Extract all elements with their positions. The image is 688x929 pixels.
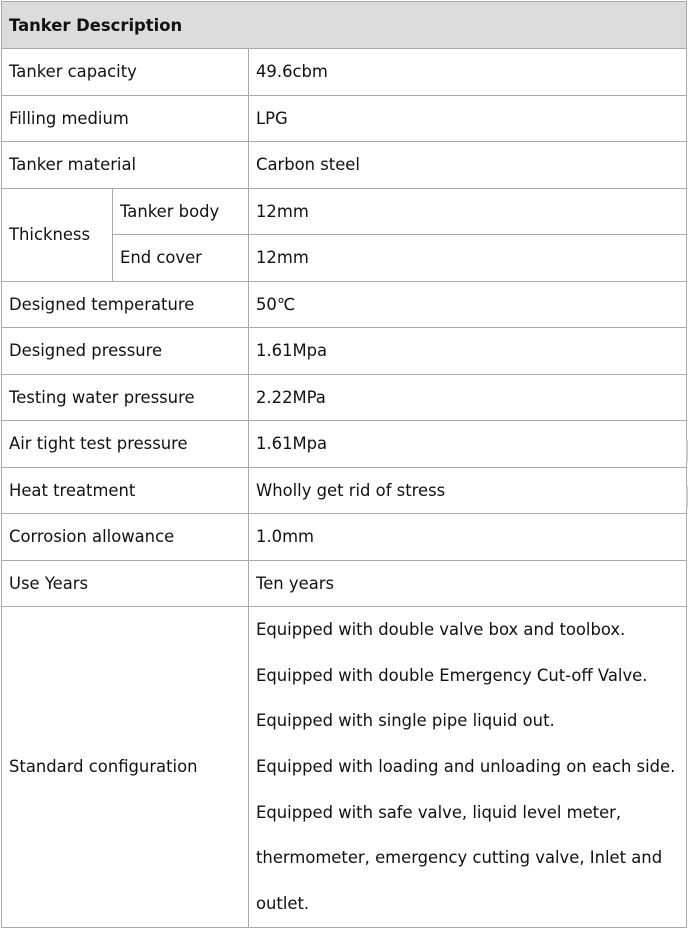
row-value: 12mm [249,235,687,282]
sub-row-label: End cover [113,235,249,282]
table-row [2,95,687,142]
row-value: LPG [249,95,687,142]
row-label: Filling medium [2,95,249,142]
config-line: thermometer, emergency cutting valve, Inlet and [256,848,663,868]
config-line: outlet. [256,894,310,914]
table-row [2,49,687,96]
sub-row-label: Tanker body [113,188,249,235]
row-label: Testing water pressure [2,374,249,421]
row-label: Tanker capacity [2,49,249,96]
config-line: Equipped with double Emergency Cut-off Valve. [256,665,648,685]
table-row [2,560,687,607]
row-value: 1.61Mpa [249,328,687,375]
tanker-spec-table [1,1,687,928]
row-label: Use Years [2,560,249,607]
row-label: Designed pressure [2,328,249,375]
row-value: Ten years [249,560,687,607]
config-line: Equipped with safe valve, liquid level meter, [256,802,622,822]
table-row [2,328,687,375]
row-value: 1.61Mpa [249,421,687,468]
table-row [2,607,687,928]
table-row [2,374,687,421]
standard-configuration-value [249,607,687,928]
row-value: Wholly get rid of stress [249,467,687,514]
row-value: 1.0mm [249,514,687,561]
row-label: Air tight test pressure [2,421,249,468]
table-row [2,467,687,514]
table-row [2,142,687,189]
thickness-label: Thickness [2,188,113,281]
table-row [2,188,687,235]
table-title: Tanker Description [2,2,687,49]
config-line: Equipped with loading and unloading on each side. [256,757,676,777]
row-value: 12mm [249,188,687,235]
table-row [2,421,687,468]
row-value: 2.22MPa [249,374,687,421]
standard-configuration-label: Standard configuration [2,607,249,928]
config-line: Equipped with single pipe liquid out. [256,711,555,731]
config-line: Equipped with double valve box and toolbox. [256,620,626,639]
row-label: Designed temperature [2,281,249,328]
table-row [2,514,687,561]
table-header-row [2,2,687,49]
row-value: 49.6cbm [249,49,687,96]
table-row [2,281,687,328]
row-value: Carbon steel [249,142,687,189]
row-label: Heat treatment [2,467,249,514]
row-label: Corrosion allowance [2,514,249,561]
row-value: 50℃ [249,281,687,328]
row-label: Tanker material [2,142,249,189]
